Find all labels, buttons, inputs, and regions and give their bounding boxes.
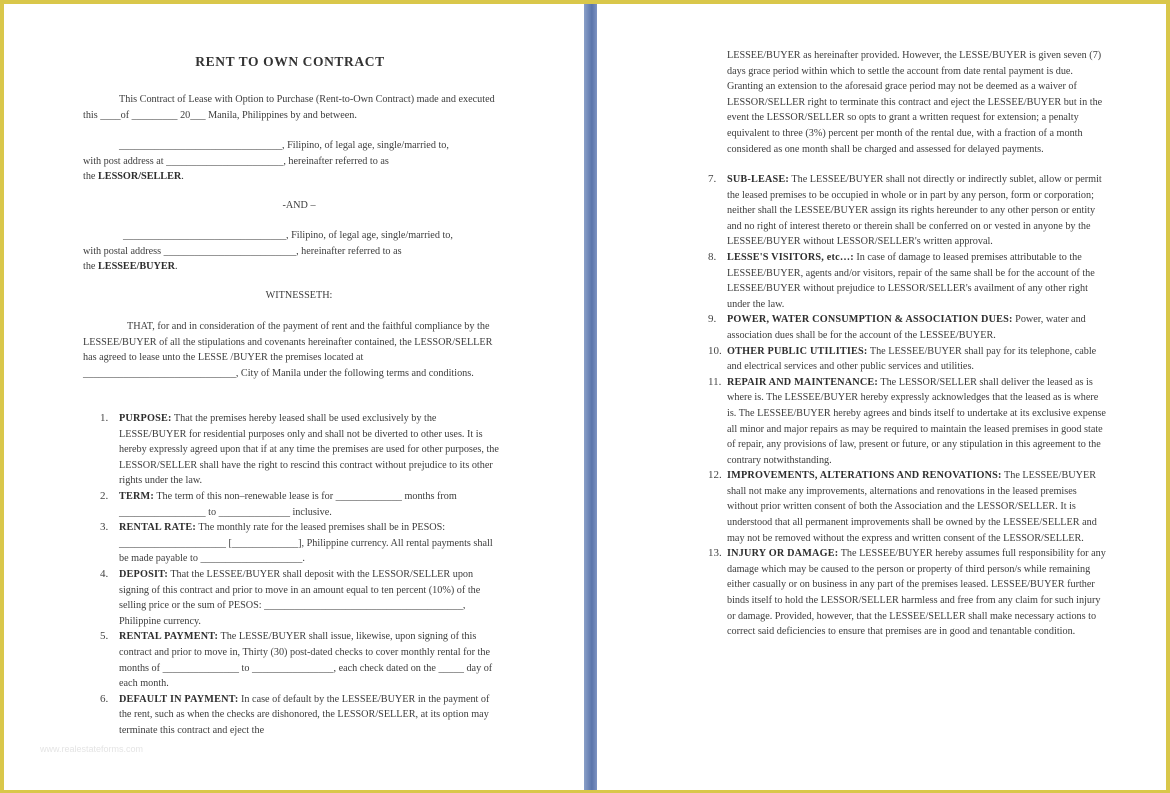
and-separator: -AND – [282, 200, 316, 211]
intro-paragraph: This Contract of Lease with Option to Purchase (Rent-to-Own Contract) made and executed this ____of _________ 20___ Manila, Philippines by and between. [83, 94, 495, 121]
watermark-text: www.realestateforms.com [40, 744, 144, 754]
page-gutter [584, 4, 597, 790]
term-item: 3. RENTAL RATE: The monthly rate for the leased premises shall be in PESOS: _____________________ [_____________], Philippine currency. All rental payments shall be made payable to ____________________. [100, 521, 493, 565]
lessor-line-2: with post address at _______________________, hereinafter referred to as [83, 155, 389, 167]
witnesseth-heading: WITNESSETH: [265, 290, 333, 301]
lessor-line-3: the LESSOR/SELLER. [83, 171, 184, 183]
term-item: 8. LESSE'S VISITORS, etc…: In case of damage to leased premises attributable to the LESSEE/BUYER, agents and/or visitors, repair of the same shall be for the account of the LESSEE/BUYER without prejudice to LESSOR/SELLER's availment of any other right under the law. [708, 250, 1095, 310]
lessee-block [83, 228, 498, 275]
lessor-line-1: ________________________________, Filipino, of legal age, single/married to, [119, 140, 449, 151]
terms-list-left [100, 411, 501, 738]
lessor-block [83, 138, 498, 185]
term-item: 4. DEPOSIT: That the LESSEE/BUYER shall deposit with the LESSOR/SELLER upon signing of this contract and prior to move in an amount equal to ten percent (10%) of the selling price or the sum of PESOS: _______________________________________, Philippine currency. [100, 567, 481, 627]
term-item: 12. IMPROVEMENTS, ALTERATIONS AND RENOVATIONS: The LESSEE/BUYER shall not make any improvements, alternations and renovations in the leased premises without prior written consent of both the Association and the LESSOR/SELLER. It is understood that all permanent improvements shall be owned by the LESSEE/SELLER and may not be removed without the express and written consent of the LESSOR/SELLER. [708, 469, 1097, 544]
lessee-line-1: ________________________________, Filipino, of legal age, single/married to, [123, 230, 453, 241]
lessee-label: LESSEE/BUYER [98, 261, 176, 273]
term-item: 2. TERM: The term of this non–renewable lease is for _____________ months from _________________ to ______________ inclusive. [100, 489, 457, 518]
term-item: 13. INJURY OR DAMAGE: The LESSEE/BUYER hereby assumes full responsibility for any damage which may be caused to the person or property of third person/s while remaining either casually or on business in any part of the premises leased. LESSEE/BUYER further binds itself to hold the LESSOR/SELLER harmless and free from any claim for such injury or damage. Provided, however, that the LESSEE/SELLER shall make necessary actions to correct said deficiencies to ensure that premises are in good and tenantable condition. [708, 547, 1106, 638]
term-item: 10. OTHER PUBLIC UTILITIES: The LESSEE/BUYER shall pay for its telephone, cable and electrical services and other public services and utilities. [708, 344, 1097, 373]
term-item: 1. PURPOSE: That the premises hereby leased shall be used exclusively by the LESSE/BUYER for residential purposes only and shall not be diverted to other uses. It is hereby expressly agreed upon that if at any time the premises are used for other purposes, the LESSOR/SELLER shall have the right to rescind this contract without prejudice to its other rights under the law. [100, 412, 499, 487]
term-item: 7. SUB-LEASE: The LESSEE/BUYER shall not directly or indirectly sublet, allow or permit the leased premises to be occupied in whole or in part by any person, form or corporation; neither shall the LESSEE/BUYER assign its rights hereunder to any other person or entity and no right of interest thereto or therein shall be conferred on or vested in anyone by the LESSEE/BUYER without LESSOR/SELLER's written approval. [708, 173, 1102, 248]
document-title: RENT TO OWN CONTRACT [195, 54, 385, 69]
term-item: 6. DEFAULT IN PAYMENT: In case of default by the LESSEE/BUYER in the payment of the rent, such as when the checks are dishonored, the LESSOR/SELLER, at its option may terminate this contract and eject the [100, 692, 490, 736]
lessor-label: LESSOR/SELLER [98, 171, 182, 183]
lessee-line-3: the LESSEE/BUYER. [83, 261, 178, 273]
lessee-line-2: with postal address __________________________, hereinafter referred to as [83, 245, 402, 257]
document-viewer [4, 4, 1166, 790]
term-item: 5. RENTAL PAYMENT: The LESSE/BUYER shall issue, likewise, upon signing of this contract and prior to move in, Thirty (30) post-dated checks to cover monthly rental for the months of _______________ to ________________, each check dated on the _____ day of each month. [100, 630, 493, 690]
that-paragraph: THAT, for and in consideration of the payment of rent and the faithful compliance by the LESSEE/BUYER of all the stipulations and covenants hereinafter contained, the LESSOR/SELLER has agreed to lease unto the LESSE /BUYER the premises located at ______________________________, City of Manila under the following terms and conditions. [83, 321, 493, 379]
page-left [4, 4, 584, 790]
terms-list-right [708, 172, 1110, 640]
term-item: 11. REPAIR AND MAINTENANCE: The LESSOR/SELLER shall deliver the leased as is where is. The LESSEE/BUYER hereby expressly acknowledges that the leased as is where is. The LESSEE/BUYER hereby agrees and binds itself to undertake at its exclusive expense all minor and major repairs as may be required to maintain the leased premises in good state of repair, any provisions of law, present or future, or any stipulation in this agreement to the contrary notwithstanding. [708, 375, 1106, 466]
page-right [597, 4, 1166, 790]
continuation-paragraph: LESSEE/BUYER as hereinafter provided. However, the LESSE/BUYER is given seven (7) days grace period within which to settle the account from date rental payment is due. Granting an extension to the aforesaid grace period may not be deemed as a waiver of LESSOR/SELLER right to terminate this contract and eject the LESSEE/BUYER but in the event the LESSOR/SELLER so opts to grant a written request for extension; a penalty equivalent to three (3%) percent per month of the rental due, with a fraction of a month considered as one month shall be charged and assessed for delayed payments. [727, 50, 1103, 155]
term-item: 9. POWER, WATER CONSUMPTION & ASSOCIATION DUES: Power, water and association dues shall be for the account of the LESSEE/BUYER. [708, 313, 1086, 341]
